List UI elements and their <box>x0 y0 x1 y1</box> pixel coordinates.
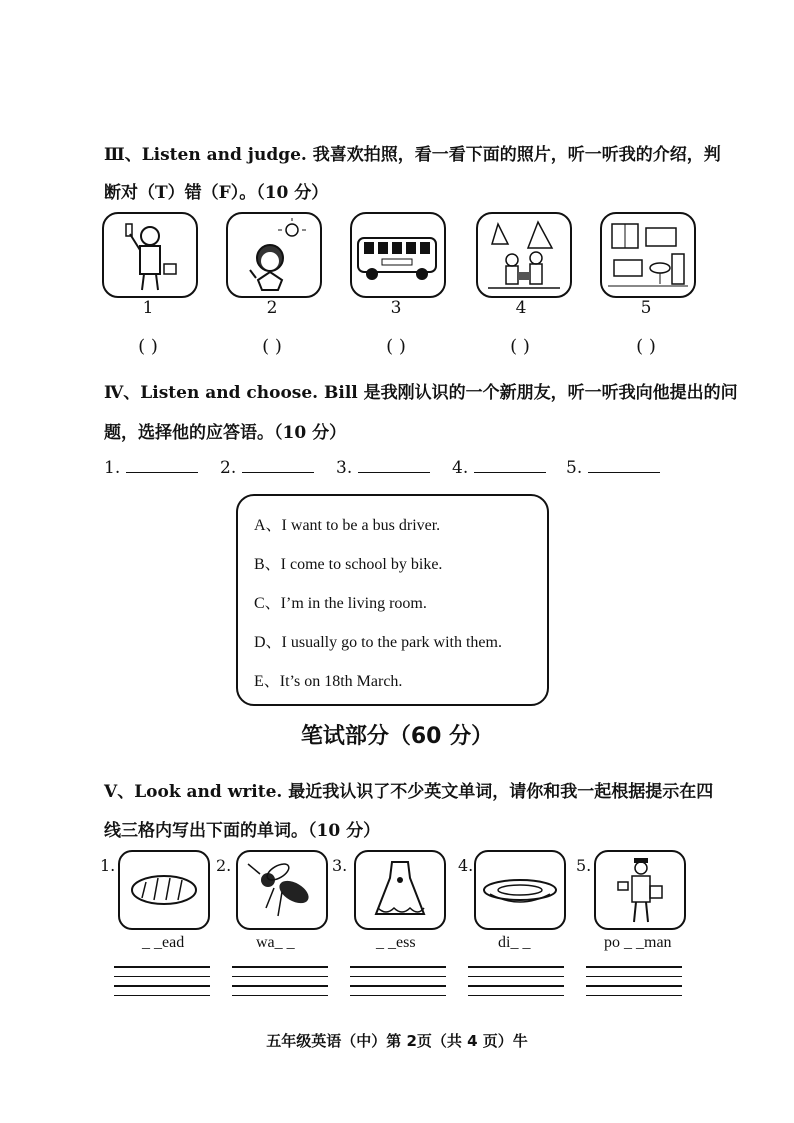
writing-lines-1[interactable] <box>114 966 210 1004</box>
dress-icon <box>354 850 446 930</box>
word-hint-3: _ _ess <box>376 934 416 951</box>
school-bus-icon <box>350 212 446 298</box>
section5-instruction-line2: 线三格内写出下面的单词。（10 分） <box>104 821 381 841</box>
writing-lines-3[interactable] <box>350 966 446 1004</box>
postman-icon <box>594 850 686 930</box>
picture-number-2: 2 <box>266 298 278 318</box>
word-number-1: 1. <box>100 856 116 875</box>
picture-number-4: 4 <box>515 298 527 318</box>
answer-blank-3[interactable]: 3. <box>336 458 430 478</box>
judge-answer-5[interactable]: ( ) <box>636 336 656 357</box>
wasp-icon <box>236 850 328 930</box>
judge-answer-4[interactable]: ( ) <box>510 336 530 357</box>
writing-lines-5[interactable] <box>586 966 682 1004</box>
option-c: C、I’m in the living room. <box>254 595 427 612</box>
boy-idea-icon <box>226 212 322 298</box>
dish-icon <box>474 850 566 930</box>
section3-instruction-line1: Ⅲ、Listen and judge. 我喜欢拍照，看一看下面的照片，听一听我的介绍，判 <box>104 145 721 165</box>
word-hint-5: po _ _man <box>604 934 672 951</box>
answer-blank-4[interactable]: 4. <box>452 458 546 478</box>
writing-lines-2[interactable] <box>232 966 328 1004</box>
judge-answer-2[interactable]: ( ) <box>262 336 282 357</box>
word-number-2: 2. <box>216 856 232 875</box>
option-e: E、It’s on 18th March. <box>254 673 403 690</box>
judge-answer-1[interactable]: ( ) <box>138 336 158 357</box>
option-b: B、I come to school by bike. <box>254 556 443 573</box>
written-part-title: 笔试部分（60 分） <box>300 724 494 749</box>
word-number-3: 3. <box>332 856 348 875</box>
answer-blank-1[interactable]: 1. <box>104 458 198 478</box>
page-footer: 五年级英语（中）第 2页（共 4 页）牛 <box>266 1032 528 1050</box>
word-number-4: 4. <box>458 856 474 875</box>
judge-answer-3[interactable]: ( ) <box>386 336 406 357</box>
option-d: D、I usually go to the park with them. <box>254 634 502 651</box>
word-hint-1: _ _ead <box>142 934 185 951</box>
bread-icon <box>118 850 210 930</box>
section3-instruction-line2: 断对（T）错（F）。（10 分） <box>104 183 329 203</box>
answer-blank-5[interactable]: 5. <box>566 458 660 478</box>
word-number-5: 5. <box>576 856 592 875</box>
living-room-icon <box>600 212 696 298</box>
picture-number-3: 3 <box>390 298 402 318</box>
answer-blank-2[interactable]: 2. <box>220 458 314 478</box>
word-hint-4: di_ _ <box>498 934 531 951</box>
section5-instruction-line1: Ⅴ、Look and write. 最近我认识了不少英文单词，请你和我一起根据提示在四 <box>104 782 714 802</box>
options-box <box>236 494 549 706</box>
section4-instruction-line2: 题，选择他的应答语。（10 分） <box>104 423 347 443</box>
family-room-icon <box>476 212 572 298</box>
option-a: A、I want to be a bus driver. <box>254 517 441 534</box>
section4-instruction-line1: Ⅳ、Listen and choose. Bill 是我刚认识的一个新朋友，听一听我向他提出的问 <box>104 383 738 403</box>
scientist-icon <box>102 212 198 298</box>
word-hint-2: wa_ _ <box>256 934 295 951</box>
picture-number-5: 5 <box>640 298 652 318</box>
picture-number-1: 1 <box>142 298 154 318</box>
writing-lines-4[interactable] <box>468 966 564 1004</box>
